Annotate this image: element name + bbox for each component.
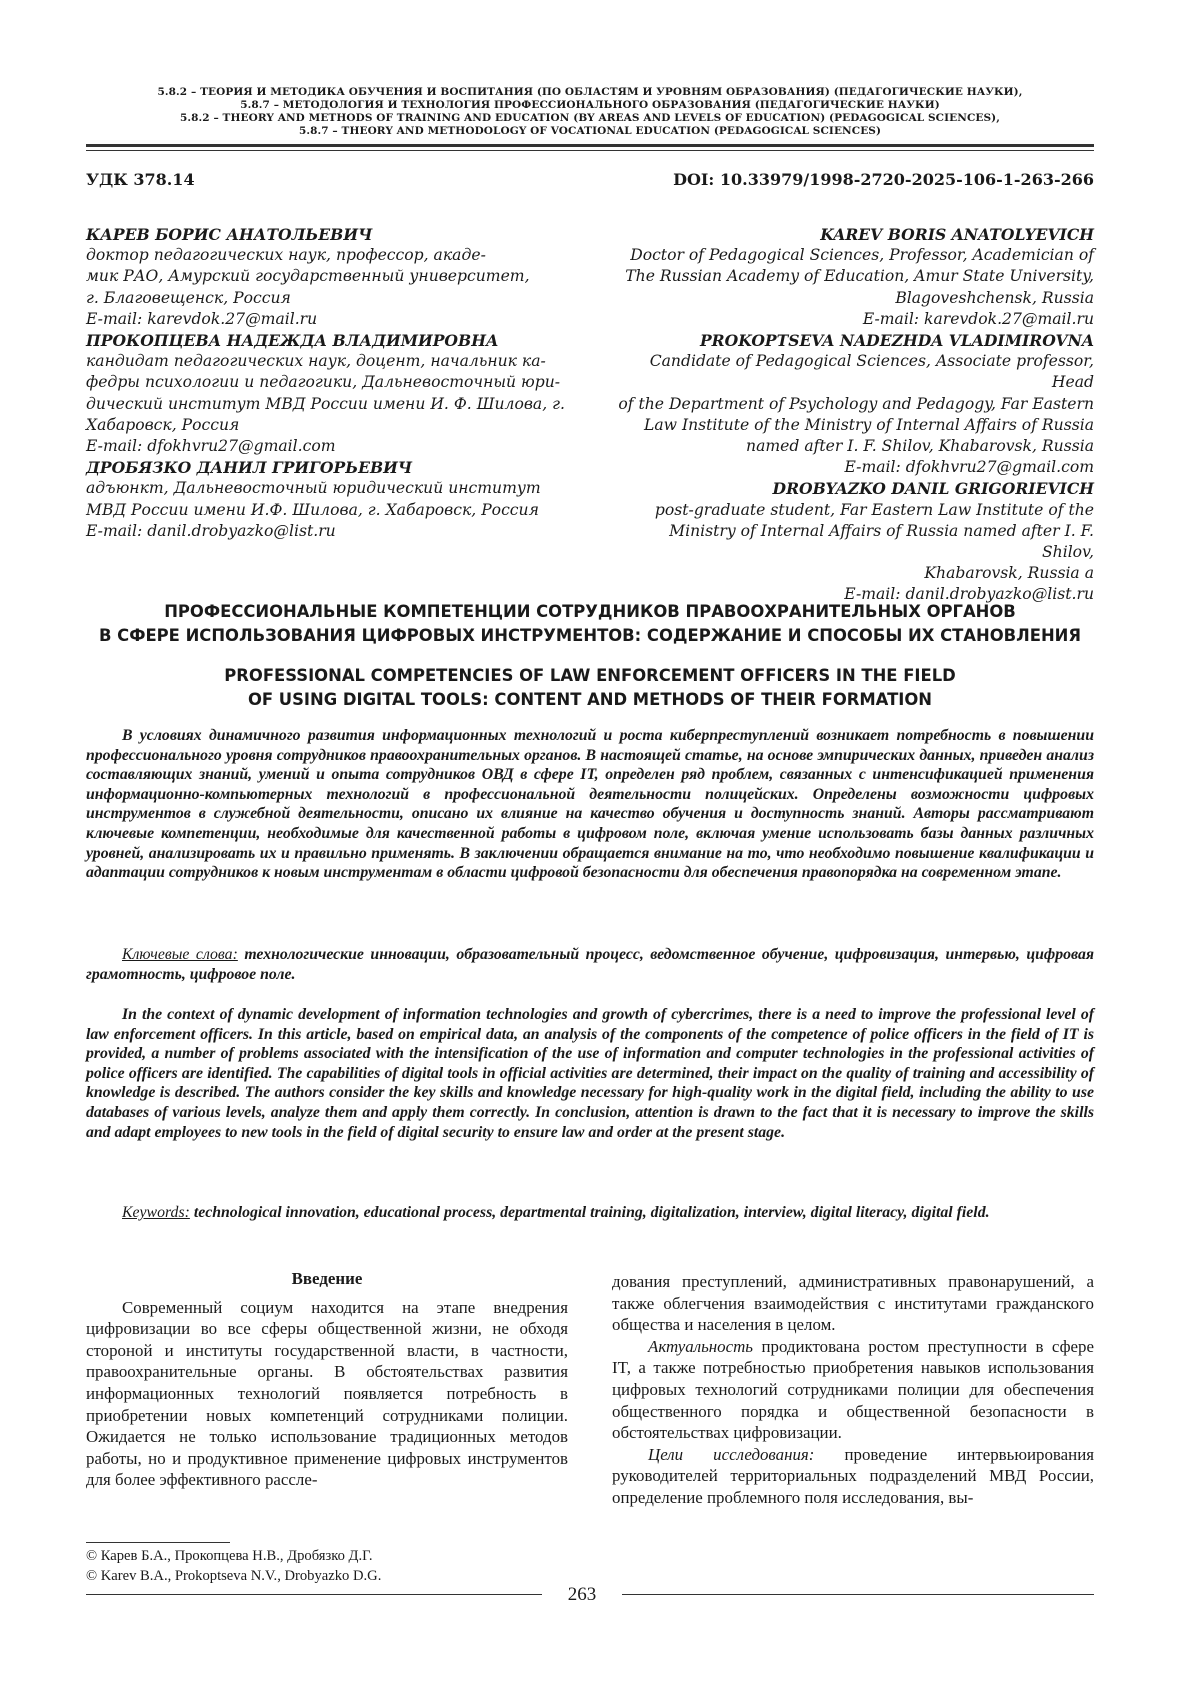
author-name: PROKOPTSEVA NADEZHDA VLADIMIROVNA: [699, 331, 1094, 351]
header-rule-thick: [86, 144, 1094, 147]
author-affiliation-line: адъюнкт, Дальневосточный юридический институт: [86, 479, 541, 498]
abstract-en: In the context of dynamic development of information technologies and growth of cybercrimes, there is a need to improve the professional level of law enforcement officers. In this article, based on empirical data, an analysis of the components of the competence of police officers in the field of IT is provided, a number of problems associated with the intensification of the use of information and computer technologies in the professional activities of police officers are identified. The capabilities of digital tools in official activities are determined, their impact on the quality of training and accessibility of knowledge is described. The authors consider the key skills and knowledge necessary for high-quality work in the digital field, including the ability to use databases of various levels, analyze them and apply them correctly. In conclusion, attention is drawn to the fact that it is necessary to improve the skills and adapt employees to new tools in the field of digital security to ensure law and order at the present stage.: [86, 1006, 1094, 1141]
author-name: КАРЕВ БОРИС АНАТОЛЬЕВИЧ: [86, 225, 373, 244]
authors-en: [614, 224, 1094, 606]
author-affiliation-line: Candidate of Pedagogical Sciences, Associate professor, Head: [649, 352, 1094, 392]
footer-rule-left: [86, 1594, 542, 1595]
running-header-line: 5.8.7 – THEORY AND METHODOLOGY OF VOCATIONAL EDUCATION (PEDAGOGICAL SCIENCES): [298, 125, 882, 137]
author-affiliation-line: Ministry of Internal Affairs of Russia named after I. F. Shilov,: [669, 521, 1094, 562]
header-rule-thin: [86, 150, 1094, 151]
author-affiliation-line: федры психологии и педагогики, Дальневосточный юри-: [86, 373, 561, 392]
emphasis: Цели исследования:: [648, 1444, 815, 1464]
keywords-label: Ключевые слова:: [122, 946, 238, 963]
emphasis: Актуальность: [648, 1336, 753, 1356]
body-paragraph: дования преступлений, административных правонарушений, а также облегчения взаимодействия с институтами гражданского общества и населения в целом.: [612, 1272, 1094, 1335]
author-affiliation-line: МВД России имени И.Ф. Шилова, г. Хабаровск, Россия: [86, 500, 539, 519]
body-column-right: [612, 1271, 1094, 1509]
udk-code: УДК 378.14: [86, 170, 195, 189]
author-affiliation-line: of the Department of Psychology and Pedagogy, Far Eastern: [618, 394, 1094, 413]
author-email: E-mail: dfokhvru27@gmail.com: [86, 437, 336, 456]
title-line: В СФЕРЕ ИСПОЛЬЗОВАНИЯ ЦИФРОВЫХ ИНСТРУМЕНТОВ: СОДЕРЖАНИЕ И СПОСОБЫ ИХ СТАНОВЛЕНИЯ: [98, 626, 1082, 645]
title-line: OF USING DIGITAL TOOLS: CONTENT AND METHODS OF THEIR FORMATION: [247, 690, 933, 709]
author-affiliation-line: Law Institute of the Ministry of Internal Affairs of Russia: [643, 415, 1094, 434]
author-affiliation-line: Blagoveshchensk, Russia: [895, 288, 1094, 307]
abstract-ru: В условиях динамичного развития информационных технологий и роста киберпреступлений возникает потребность в повышении профессионального уровня сотрудников правоохранительных органов. В настоящей статье, на основе эмпирических данных, приведен анализ составляющих знаний, умений и опыта сотрудников ОВД в сфере IT, определен ряд проблем, связанных с интенсификацией применения информационно-компьютерных технологий в профессиональной деятельности полицейских. Определены возможности цифровых инструментов в служебной деятельности, описано их влияние на качество обучения и доступность знаний. Авторы рассматривают ключевые компетенции, необходимые для качественной работы в цифровом поле, включая умение использовать базы данных различных уровней, анализировать их и правильно применять. В заключении обращается внимание на то, что необходимо повышение квалификации и адаптации сотрудников к новым инструментам в области цифровой безопасности для обеспечения правопорядка на современном этапе.: [86, 727, 1094, 882]
body-paragraph: [612, 1444, 1094, 1509]
body-paragraph: Современный социум находится на этапе внедрения цифровизации во все сферы общественной жизни, не обходя стороной и институты государственной власти, в частности, правоохранительные органы. В обстоятельствах развития информационных технологий появляется потребность в приобретении новых компетенций сотрудниками полиции. Ожидается не только использование традиционных методов работы, но и продуктивное применение цифровых инструментов для более эффективного рассле-: [86, 1297, 568, 1490]
author-affiliation-line: кандидат педагогических наук, доцент, начальник ка-: [86, 352, 546, 371]
running-header: [86, 86, 1094, 138]
copyright-footnote: © Karev B.A., Prokoptseva N.V., Drobyazko D.G.: [86, 1568, 382, 1584]
author-affiliation-line: доктор педагогических наук, профессор, акаде-: [86, 246, 486, 265]
running-header-line: 5.8.7 – МЕТОДОЛОГИЯ И ТЕХНОЛОГИЯ ПРОФЕССИОНАЛЬНОГО ОБРАЗОВАНИЯ (ПЕДАГОГИЧЕСКИЕ НАУКИ): [240, 99, 940, 111]
author-email: E-mail: karevdok.27@mail.ru: [86, 309, 318, 328]
author-name: KAREV BORIS ANATOLYEVICH: [820, 225, 1094, 244]
section-heading: Введение: [291, 1269, 363, 1288]
title-line: PROFESSIONAL COMPETENCIES OF LAW ENFORCEMENT OFFICERS IN THE FIELD: [224, 666, 956, 685]
keywords-label: Keywords:: [122, 1204, 190, 1221]
author-affiliation-line: post-graduate student, Far Eastern Law Institute of the: [654, 500, 1094, 519]
author-affiliation-line: The Russian Academy of Education, Amur State University,: [625, 267, 1094, 286]
author-affiliation-line: Khabarovsk, Russia a: [924, 564, 1094, 583]
author-email: E-mail: karevdok.27@mail.ru: [862, 309, 1094, 328]
body-paragraph: [612, 1336, 1094, 1444]
author-affiliation-line: named after I. F. Shilov, Khabarovsk, Russia: [746, 437, 1094, 456]
author-email: E-mail: dfokhvru27@gmail.com: [844, 458, 1094, 477]
author-email: E-mail: danil.drobyazko@list.ru: [86, 521, 336, 540]
author-name: ДРОБЯЗКО ДАНИЛ ГРИГОРЬЕВИЧ: [86, 458, 413, 478]
author-affiliation-line: Doctor of Pedagogical Sciences, Professor, Academician of: [630, 246, 1094, 265]
author-name: ПРОКОПЦЕВА НАДЕЖДА ВЛАДИМИРОВНА: [86, 331, 499, 351]
paragraph-text: продиктована ростом преступности в сфере IT, а также потребностью приобретения навыков использования цифровых технологий сотрудниками полиции для обеспечения общественного порядка и общественной безопасности в обстоятельствах цифровизации.: [612, 1336, 1094, 1443]
page-number: 263: [567, 1584, 597, 1605]
author-email: E-mail: danil.drobyazko@list.ru: [844, 585, 1094, 604]
authors-ru: [86, 224, 566, 542]
keywords-ru: [86, 945, 1094, 984]
body-column-left: [86, 1268, 568, 1491]
title-line: ПРОФЕССИОНАЛЬНЫЕ КОМПЕТЕНЦИИ СОТРУДНИКОВ ПРАВООХРАНИТЕЛЬНЫХ ОРГАНОВ: [164, 602, 1016, 621]
keywords-list: технологические инновации, образовательный процесс, ведомственное обучение, цифровизация, интервью, цифровая грамотность, цифровое поле.: [86, 946, 1094, 983]
keywords-list: technological innovation, educational process, departmental training, digitalization, interview, digital literacy, digital field.: [193, 1204, 990, 1221]
footer-rule-right: [622, 1594, 1094, 1595]
copyright-footnote: © Карев Б.А., Прокопцева Н.В., Дробязко Д.Г.: [86, 1548, 373, 1564]
keywords-en: [86, 1203, 1094, 1223]
doi: DOI: 10.33979/1998-2720-2025-106-1-263-266: [673, 170, 1094, 189]
author-affiliation-line: мик РАО, Амурский государственный университет,: [86, 267, 530, 286]
paragraph-text: проведение интервьюирования руководителей территориальных подразделений МВД России, определение проблемного поля исследования, вы-: [612, 1444, 1094, 1507]
running-header-line: 5.8.2 – ТЕОРИЯ И МЕТОДИКА ОБУЧЕНИЯ И ВОСПИТАНИЯ (ПО ОБЛАСТЯМ И УРОВНЯМ ОБРАЗОВАНИЯ) (ПЕДАГОГИЧЕСКИЕ НАУКИ),: [157, 86, 1023, 98]
running-header-line: 5.8.2 – THEORY AND METHODS OF TRAINING AND EDUCATION (BY AREAS AND LEVELS OF EDUCATION) (PEDAGOGICAL SCIENCES),: [179, 112, 1001, 124]
author-affiliation-line: Хабаровск, Россия: [86, 415, 240, 434]
footnote-rule: [86, 1542, 230, 1543]
article-title-en: [86, 664, 1094, 712]
author-affiliation-line: г. Благовещенск, Россия: [86, 288, 291, 307]
author-name: DROBYAZKO DANIL GRIGORIEVICH: [772, 479, 1094, 499]
article-title-ru: [86, 600, 1094, 648]
author-affiliation-line: дический институт МВД России имени И. Ф. Шилова, г.: [86, 394, 565, 413]
